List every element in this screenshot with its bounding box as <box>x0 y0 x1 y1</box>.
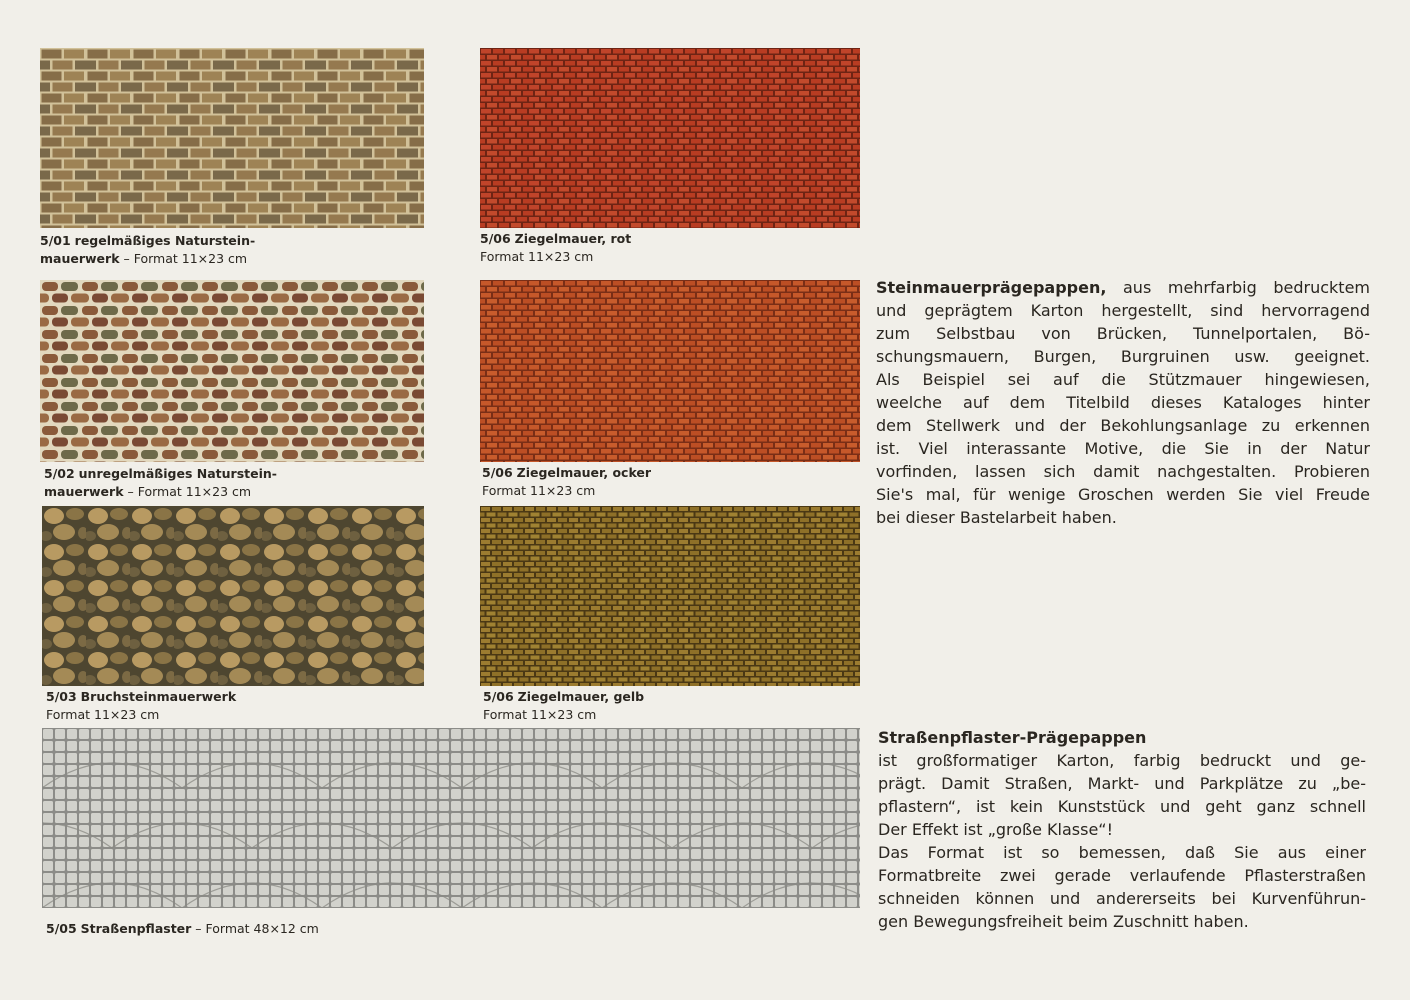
swatch-name: Bruchsteinmauerwerk <box>80 689 237 704</box>
text-line: bei dieser Bastelarbeit haben. <box>876 508 1117 527</box>
text-line: Formatbreite zwei gerade verlaufende Pflasterstraßen <box>878 866 1366 885</box>
swatch-name-cont: mauerwerk <box>44 484 124 499</box>
swatch-code: 5/05 <box>46 921 77 936</box>
swatch-name: Ziegelmauer, ocker <box>516 465 652 480</box>
swatch-name-cont: mauerwerk <box>40 251 120 266</box>
swatch-brick-ochre <box>480 280 860 462</box>
text-line: ist. Viel interassante Motive, die Sie in der Natur <box>876 439 1370 458</box>
swatch-code: 5/02 <box>44 466 75 481</box>
swatch-code: 5/01 <box>40 233 71 248</box>
swatch-cobblestone <box>42 728 860 908</box>
text-line: Das Format ist so bemessen, daß Sie aus einer <box>878 843 1366 862</box>
text-line: dem Stellwerk und der Bekohlungsanlage zu erkennen <box>876 416 1370 435</box>
swatch-format: Format 11×23 cm <box>46 707 160 722</box>
swatch-code: 5/06 <box>480 231 511 246</box>
text-line: prägt. Damit Straßen, Markt- und Parkplätze zu „be- <box>878 774 1366 793</box>
text-line: Als Beispiel sei auf die Stützmauer hingewiesen, <box>876 370 1370 389</box>
swatch-code: 5/06 <box>482 465 513 480</box>
heading-pavement: Straßenpflaster-Prägepappen <box>878 728 1147 747</box>
text-line: vorfinden, lassen sich damit nachgestalten. Probieren <box>876 462 1370 481</box>
swatch-name: unregelmäßiges Naturstein- <box>78 466 277 481</box>
swatch-name: Ziegelmauer, gelb <box>517 689 645 704</box>
heading-stone-wall: Steinmauerprägepappen, <box>876 278 1107 297</box>
swatch-name: regelmäßiges Naturstein- <box>74 233 256 248</box>
swatch-natural-stone-regular <box>40 48 424 228</box>
swatch-code: 5/03 <box>46 689 77 704</box>
swatch-name: Ziegelmauer, rot <box>514 231 632 246</box>
swatch-format: Format 11×23 cm <box>482 483 596 498</box>
swatch-format: – Format 48×12 cm <box>195 921 319 936</box>
text-line: und geprägtem Karton hergestellt, sind hervorragend <box>876 301 1370 320</box>
text-line: ist großformatiger Karton, farbig bedruckt und ge- <box>878 751 1366 770</box>
text-line: Sie's mal, für wenige Groschen werden Sie viel Freude <box>876 485 1370 504</box>
swatch-brick-yellow <box>480 506 860 686</box>
text-line: pflastern“, ist kein Kunststück und geht ganz schnell <box>878 797 1366 816</box>
text-line: aus mehrfarbig bedrucktem <box>1123 278 1370 297</box>
text-line: schneiden können und andererseits bei Kurvenführun- <box>878 889 1366 908</box>
swatch-format: Format 11×23 cm <box>483 707 597 722</box>
text-line: gen Bewegungsfreiheit beim Zuschnitt haben. <box>878 912 1249 931</box>
text-line: zum Selbstbau von Brücken, Tunnelportalen, Bö- <box>876 324 1370 343</box>
swatch-brick-red <box>480 48 860 228</box>
swatch-code: 5/06 <box>483 689 514 704</box>
text-line: schungsmauern, Burgen, Burgruinen usw. geeignet. <box>876 347 1370 366</box>
swatch-format: – Format 11×23 cm <box>127 484 252 499</box>
description-stone-wall <box>876 276 1370 529</box>
text-line: weelche auf dem Titelbild dieses Kataloges hinter <box>876 393 1370 412</box>
swatch-name: Straßenpflaster <box>80 921 192 936</box>
swatch-rubble-stone <box>42 506 424 686</box>
text-line: Der Effekt ist „große Klasse“! <box>878 820 1113 839</box>
swatch-format: – Format 11×23 cm <box>123 251 248 266</box>
swatch-format: Format 11×23 cm <box>480 249 594 264</box>
swatch-natural-stone-irregular <box>40 280 424 462</box>
description-pavement <box>878 726 1366 933</box>
